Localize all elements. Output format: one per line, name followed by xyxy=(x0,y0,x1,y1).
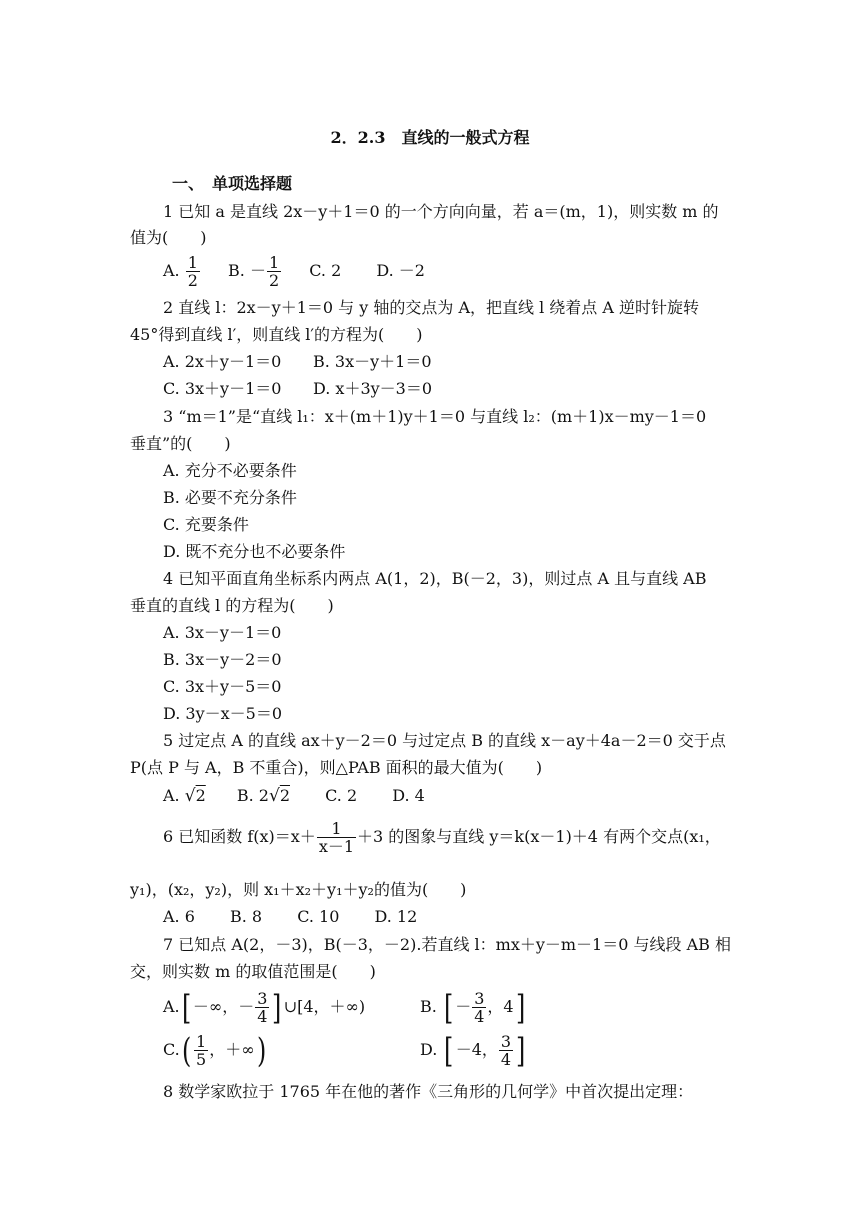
q7-option-b[interactable]: B. [ － $\frac{3}{4}$ ，4] xyxy=(420,987,525,1028)
q4-stem-line2: 垂直的直线 l 的方程为( ) xyxy=(130,596,334,615)
q8-stem-line1: 8 数学家欧拉于 1765 年在他的著作《三角形的几何学》中首次提出定理： xyxy=(163,1082,694,1101)
q3-option-b[interactable]: B. 必要不充分条件 xyxy=(163,488,297,507)
q5-option-b[interactable]: B. 2√2 xyxy=(236,786,290,806)
q7-option-a[interactable]: A.[ －∞，－ $\frac{3}{4}$ ] ∪[4，＋∞) xyxy=(163,987,366,1028)
q1-stem-line1: 1 已知 a 是直线 2x－y＋1＝0 的一个方向向量，若 a＝(m，1)，则实数 m 的 xyxy=(163,202,719,221)
q7-stem-line1: 7 已知点 A(2，－3)，B(－3，－2).若直线 l：mx＋y－m－1＝0 与线段 AB 相 xyxy=(163,935,731,954)
q6-option-d[interactable]: D. 12 xyxy=(374,907,418,926)
q1-option-d[interactable]: D. －2 xyxy=(376,261,425,280)
q2-option-a[interactable]: A. 2x＋y－1＝0 xyxy=(163,352,282,371)
q3-stem-line2: 垂直”的( ) xyxy=(130,434,231,453)
q6-options xyxy=(163,907,417,927)
q6-stem-line1: 6 已知函数 f(x)＝x＋ $\frac{1}{x-1}$ ＋3 的图象与直线 y＝k(x－1)＋4 有两个交点(x₁， xyxy=(163,819,721,856)
q7-option-d[interactable]: D. [ －4， $\frac{3}{4}$ ] xyxy=(420,1030,526,1071)
q6-option-b[interactable]: B. 8 xyxy=(230,907,263,926)
q1-options xyxy=(163,254,425,290)
q5-stem-line2: P(点 P 与 A，B 不重合)，则△PAB 面积的最大值为( ) xyxy=(130,758,543,777)
sqrt-symbol: √ xyxy=(268,786,280,806)
page-title: 2．2.3 直线的一般式方程 xyxy=(330,128,530,147)
q2-option-b[interactable]: B. 3x－y＋1＝0 xyxy=(313,352,432,371)
q7-option-c[interactable]: C.( $\frac{1}{5}$ ，＋∞) xyxy=(163,1030,266,1071)
q7-stem-line2: 交，则实数 m 的取值范围是( ) xyxy=(130,962,376,981)
q6-option-a[interactable]: A. 6 xyxy=(163,907,195,926)
q1-option-a[interactable]: A. $\frac{1}{2}$ xyxy=(163,253,198,290)
q3-option-a[interactable]: A. 充分不必要条件 xyxy=(163,461,297,480)
q4-option-c[interactable]: C. 3x＋y－5＝0 xyxy=(163,677,282,696)
q6-stem-line2: y₁)，(x₂，y₂)，则 x₁＋x₂＋y₁＋y₂的值为( ) xyxy=(130,880,467,899)
sqrt-symbol: √ xyxy=(184,786,196,806)
q2-stem-line1: 2 直线 l：2x－y＋1＝0 与 y 轴的交点为 A，把直线 l 绕着点 A 逆时针旋转 xyxy=(163,298,700,317)
q5-option-a[interactable]: A. √2 xyxy=(163,786,206,806)
q4-option-b[interactable]: B. 3x－y－2＝0 xyxy=(163,650,282,669)
q2-option-d[interactable]: D. x＋3y－3＝0 xyxy=(313,379,433,398)
q5-option-c[interactable]: C. 2 xyxy=(325,786,358,805)
q4-option-d[interactable]: D. 3y－x－5＝0 xyxy=(163,704,283,723)
section-heading: 一、 单项选择题 xyxy=(172,174,293,193)
q4-stem-line1: 4 已知平面直角坐标系内两点 A(1，2)，B(－2，3)，则过点 A 且与直线 AB xyxy=(163,569,707,588)
q3-option-c[interactable]: C. 充要条件 xyxy=(163,515,249,534)
q3-option-d[interactable]: D. 既不充分也不必要条件 xyxy=(163,542,346,561)
q1-stem-line2: 值为( ) xyxy=(130,228,207,247)
q6-option-c[interactable]: C. 10 xyxy=(297,907,340,926)
q5-option-d[interactable]: D. 4 xyxy=(392,786,425,805)
q2-option-c[interactable]: C. 3x＋y－1＝0 xyxy=(163,379,282,398)
q5-stem-line1: 5 过定点 A 的直线 ax＋y－2＝0 与过定点 B 的直线 x－ay＋4a－2＝0 交于点 xyxy=(163,731,726,750)
q5-options xyxy=(163,786,425,806)
q1-option-c[interactable]: C. 2 xyxy=(309,261,342,280)
q3-stem-line1: 3 “m＝1”是“直线 l₁：x＋(m＋1)y＋1＝0 与直线 l₂：(m＋1)x－my－1＝0 xyxy=(163,407,707,426)
q2-stem-line2: 45°得到直线 l′，则直线 l′的方程为( ) xyxy=(130,325,423,344)
q1-option-b[interactable]: B. － $\frac{1}{2}$ xyxy=(228,253,280,290)
q4-option-a[interactable]: A. 3x－y－1＝0 xyxy=(163,623,282,642)
